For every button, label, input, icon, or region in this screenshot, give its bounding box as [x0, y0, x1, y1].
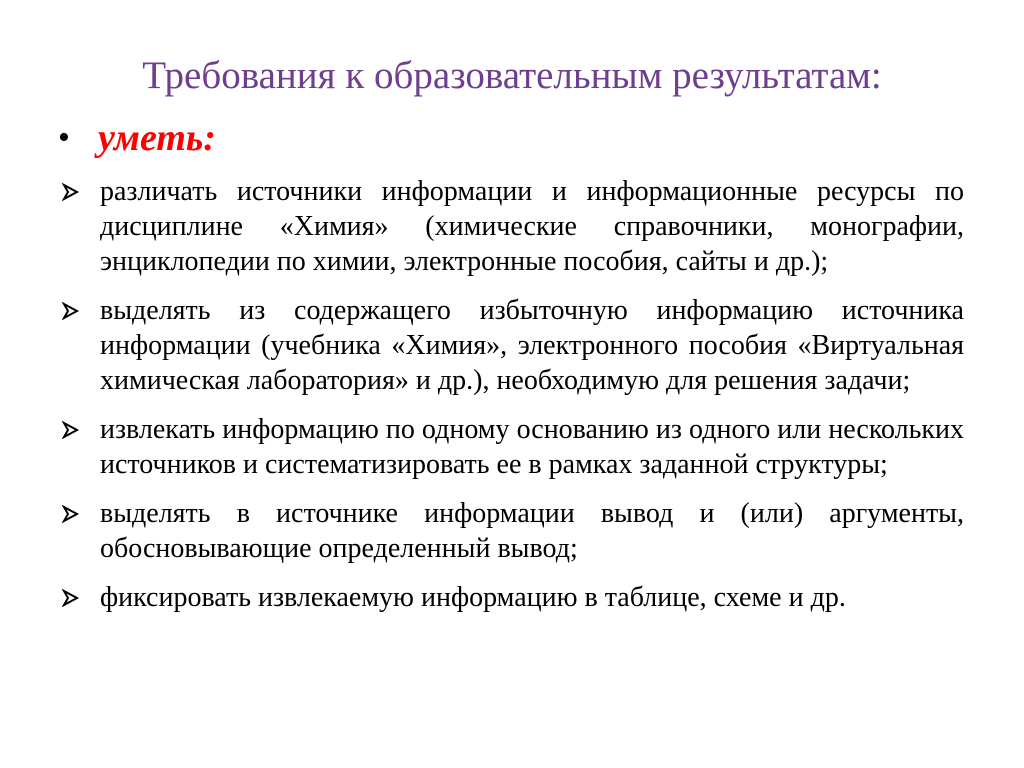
requirement-item	[62, 174, 964, 279]
chevron-arrow-icon	[62, 580, 100, 615]
requirements-list	[62, 174, 964, 629]
requirement-text: различать источники информации и информационные ресурсы по дисциплине «Химия» (химические справочники, монографии, энциклопедии по химии, электронные пособия, сайты и др.);	[100, 176, 964, 277]
requirement-item	[62, 412, 964, 482]
requirement-text: извлекать информацию по одному основанию из одного или нескольких источников и систематизировать ее в рамках заданной структуры;	[100, 414, 964, 480]
slide-title: Требования к образовательным результатам:	[142, 54, 882, 97]
skills-heading	[58, 112, 216, 164]
chevron-arrow-icon	[62, 293, 100, 328]
requirement-item	[62, 496, 964, 566]
requirement-item	[62, 580, 964, 615]
requirement-text: выделять из содержащего избыточную информацию источника информации (учебника «Химия», электронного пособия «Виртуальная химическая лаборатория» и др.), необходимую для решения задачи;	[100, 295, 964, 396]
skills-heading-label: уметь:	[98, 117, 216, 159]
requirement-text: выделять в источнике информации вывод и (или) аргументы, обосновывающие определенный вывод;	[100, 498, 964, 564]
chevron-arrow-icon	[62, 174, 100, 209]
requirement-item	[62, 293, 964, 398]
requirement-text: фиксировать извлекаемую информацию в таблице, схеме и др.	[100, 582, 846, 613]
chevron-arrow-icon	[62, 412, 100, 447]
chevron-arrow-icon	[62, 496, 100, 531]
bullet-dot-icon: •	[58, 119, 70, 156]
